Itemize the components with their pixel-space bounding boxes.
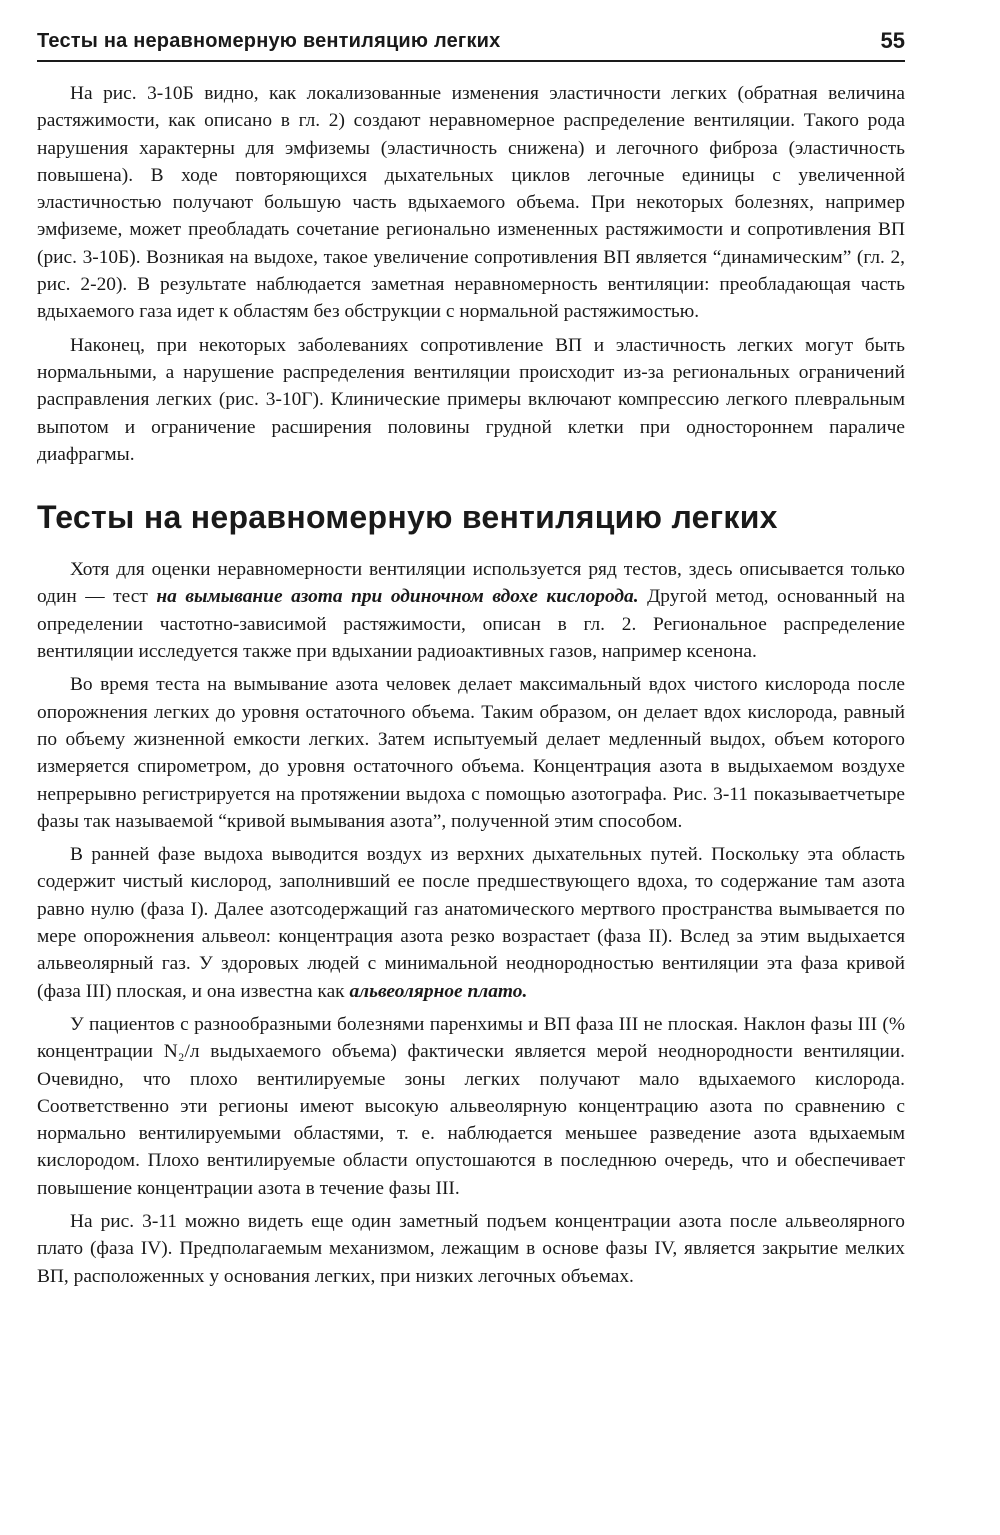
section-paragraph-3-lead: В ранней фазе выдоха выводится воздух из верхних дыхательных путей. Поскольку эта область содержит чистый кислород, заполнивший ее после предшествующего вдоха, то содержание там азота равно нулю (фаза I). Далее азотсодержащий газ анатомического мертвого пространства вымывается по мере опорожнения альвеол: концентрация азота резко возрастает (фаза II). Вслед за этим выдыхается альвеолярный газ. У здоровых людей с минимальной неоднородностью вентиляции эта фаза кривой (фаза III) плоская, и она известна как <box>37 844 905 1002</box>
section-heading: Тесты на неравномерную вентиляцию легких <box>37 499 778 536</box>
intro-paragraph-1: На рис. 3-10Б видно, как локализованные изменения эластичности легких (обратная величина растяжимости, как описано в гл. 2) создают неравномерное распределение вентиляции. Такого рода нарушения характерны для эмфиземы (эластичность снижена) и легочного фиброза (эластичность повышена). В ходе повторяющихся дыхательных циклов легочные единицы с увеличенной эластичностью получают большую часть вдыхаемого объема. При некоторых болезнях, например эмфиземе, может преобладать сочетание регионально измененных растяжимости и сопротивления ВП (рис. 3-10Б). Возникая на выдохе, такое увеличение сопротивления ВП является “динамическим” (гл. 2, рис. 2-20). В результате наблюдается заметная неравномерность вентиляции: преобладающая часть вдыхаемого газа идет к областям без обструкции с нормальной растяжимостью. <box>37 83 905 323</box>
section-paragraph-1 <box>37 556 905 665</box>
page-number: 55 <box>880 28 905 53</box>
running-head <box>37 24 905 62</box>
section-paragraph-1-tail: Другой метод, основанный на определении частотно-зависимой растяжимости, описан в гл. 2. Региональное распределение вентиляции исследуется также при вдыхании радиоактивных газов, например ксенона. <box>37 586 905 663</box>
section-paragraph-2: Во время теста на вымывание азота человек делает максимальный вдох чистого кислорода после опорожнения легких до уровня остаточного объема. Таким образом, он делает вдох кислорода, равный по объему жизненной емкости легких. Затем испытуемый делает медленный выдох, объем которого измеряется спирометром, до уровня остаточного объема. Концентрация азота в выдыхаемом воздухе непрерывно регистрируется на протяжении выдоха с помощью азотографа. Рис. 3-11 показываетчетыре фазы так называемой “кривой вымывания азота”, полученной этим способом. <box>37 674 905 832</box>
intro-paragraph-2: Наконец, при некоторых заболеваниях сопротивление ВП и эластичность легких могут быть нормальными, а нарушение распределения вентиляции происходит из-за региональных ограничений расправления легких (рис. 3-10Г). Клинические примеры включают компрессию легкого плевральным выпотом и ограничение расширения половины грудной клетки при одностороннем параличе диафрагмы. <box>37 334 905 465</box>
term-nitrogen-washout: на вымывание азота при одиночном вдохе кислорода. <box>156 586 639 608</box>
section-paragraph-3 <box>37 841 905 1005</box>
term-alveolar-plateau: альвеолярное плато. <box>349 980 528 1002</box>
body-text <box>37 80 905 1290</box>
section-paragraph-5: На рис. 3-11 можно видеть еще один заметный подъем концентрации азота после альвеолярного плато (фаза IV). Предполагаемым механизмом, лежащим в основе фазы IV, является закрытие мелких ВП, расположенных у основания легких, при низких легочных объемах. <box>37 1210 905 1287</box>
running-title: Тесты на неравномерную вентиляцию легких <box>37 30 501 52</box>
section-paragraph-1-lead: Хотя для оценки неравномерности вентиляции используется ряд тестов, здесь описывается только один — тест <box>37 559 905 608</box>
section-paragraph-4: У пациентов с разнообразными болезнями паренхимы и ВП фаза III не плоская. Наклон фазы III (% концентрации N₂/л выдыхаемого объема) фактически является мерой неоднородности вентиляции. Очевидно, что плохо вентилируемые зоны легких получают мало вдыхаемого кислорода. Соответственно эти регионы имеют высокую альвеолярную концентрацию азота по сравнению с нормально вентилируемыми областями, т. е. наблюдается меньшее разведение азота вдыхаемым кислородом. Плохо вентилируемые области опустошаются в последнюю очередь, что и обеспечивает повышение концентрации азота в течение фазы III. <box>37 1013 905 1199</box>
